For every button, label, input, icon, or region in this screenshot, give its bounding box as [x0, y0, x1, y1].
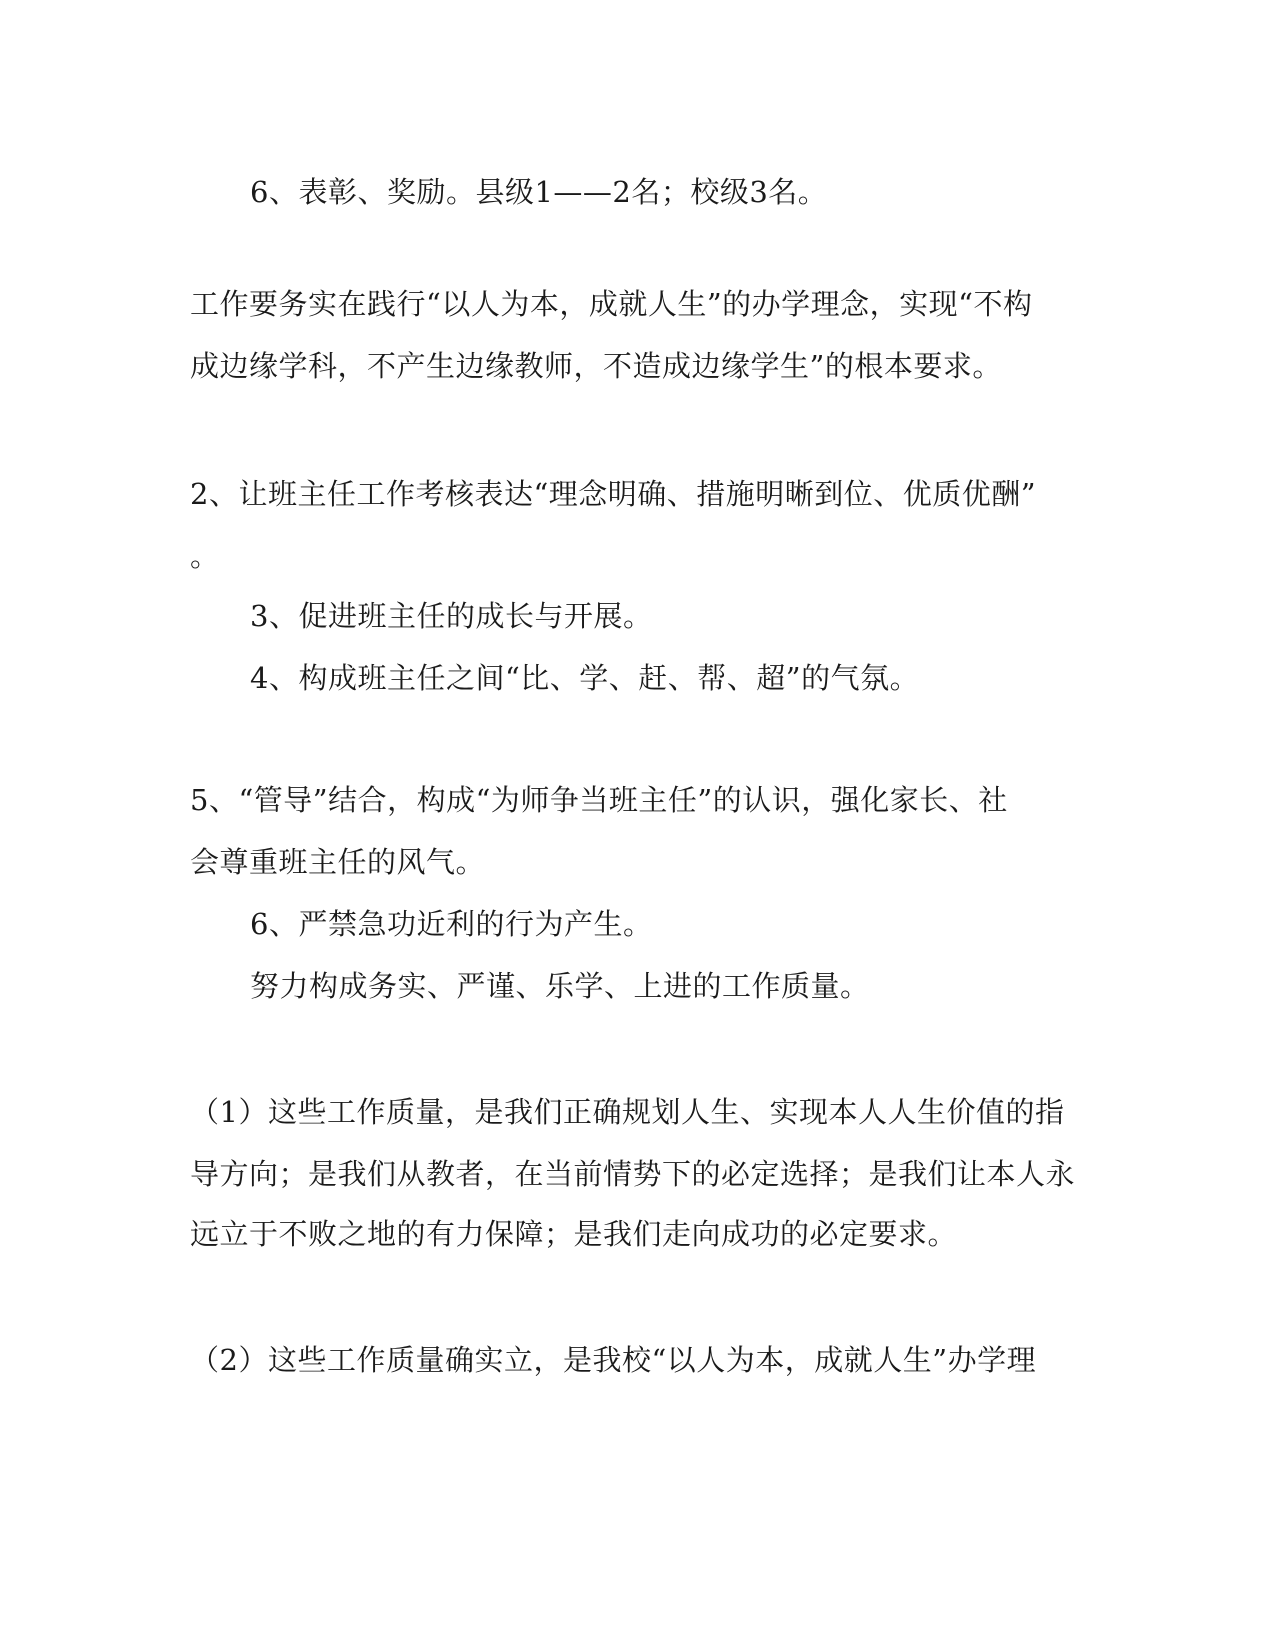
text-line: 4、构成班主任之间“比、学、赶、帮、超”的气氛。	[250, 661, 920, 695]
text-line: 工作要务实在践行“以人为本，成就人生”的办学理念，实现“不构	[190, 287, 1033, 321]
text-line: 6、严禁急功近利的行为产生。	[250, 907, 653, 941]
text-line: 6、表彰、奖励。县级1——2名；校级3名。	[250, 175, 828, 209]
text-line: 5、“管导”结合，构成“为师争当班主任”的认识，强化家长、社	[190, 783, 1008, 817]
text-line: 2、让班主任工作考核表达“理念明确、措施明晰到位、优质优酬”	[190, 477, 1037, 511]
text-line: 成边缘学科，不产生边缘教师，不造成边缘学生”的根本要求。	[190, 349, 1002, 383]
text-line: 会尊重班主任的风气。	[190, 845, 486, 879]
text-line: 远立于不败之地的有力保障；是我们走向成功的必定要求。	[190, 1217, 958, 1251]
text-line: （1）这些工作质量，是我们正确规划人生、实现本人人生价值的指	[190, 1095, 1065, 1129]
text-line: 导方向；是我们从教者，在当前情势下的必定选择；是我们让本人永	[190, 1157, 1076, 1191]
text-line: 。	[190, 539, 220, 573]
text-line: 3、促进班主任的成长与开展。	[250, 599, 653, 633]
text-line: 努力构成务实、严谨、乐学、上进的工作质量。	[250, 969, 870, 1003]
text-line: （2）这些工作质量确实立，是我校“以人为本，成就人生”办学理	[190, 1343, 1037, 1377]
